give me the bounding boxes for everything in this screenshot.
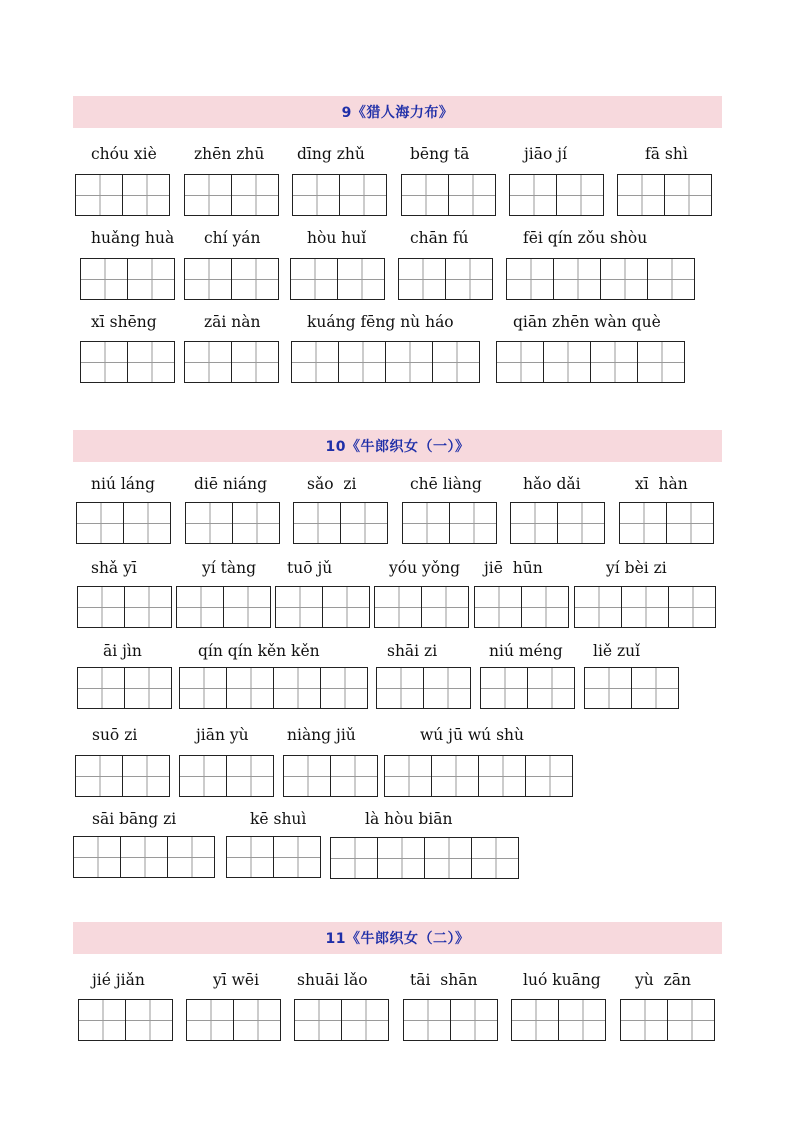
pinyin-label: yù zān (635, 971, 691, 989)
pinyin-label: wú jū wú shù (420, 726, 524, 744)
pinyin-label: niú láng (91, 475, 155, 493)
char-cell[interactable] (338, 341, 386, 383)
char-cell[interactable] (291, 341, 339, 383)
char-cell[interactable] (75, 755, 123, 797)
pinyin-label: sǎo zi (307, 475, 357, 493)
pinyin-label: tāi shān (410, 971, 478, 989)
char-cell[interactable] (232, 502, 280, 544)
char-cell[interactable] (273, 667, 321, 709)
char-cell[interactable] (330, 837, 378, 879)
char-cell[interactable] (511, 999, 559, 1041)
char-cell[interactable] (231, 341, 279, 383)
char-cell[interactable] (590, 341, 638, 383)
char-cell[interactable] (337, 258, 385, 300)
char-cell[interactable] (290, 258, 338, 300)
char-cell[interactable] (176, 586, 224, 628)
char-cell[interactable] (376, 667, 424, 709)
char-box-group[interactable] (374, 586, 469, 628)
pinyin-label: jiān yù (196, 726, 249, 744)
char-box-group[interactable] (619, 502, 714, 544)
char-cell[interactable] (340, 502, 388, 544)
char-box-group[interactable] (376, 667, 471, 709)
pinyin-label: qiān zhēn wàn què (513, 313, 661, 331)
pinyin-label: dīng zhǔ (297, 145, 365, 163)
char-cell[interactable] (647, 258, 695, 300)
char-box-group[interactable] (76, 502, 171, 544)
char-cell[interactable] (320, 667, 368, 709)
lesson-title: 10《牛郎织女（一）》 (325, 439, 470, 455)
char-cell[interactable] (385, 341, 433, 383)
pinyin-label: āi jìn (103, 642, 142, 660)
char-cell[interactable] (330, 755, 378, 797)
lesson-title: 9《猎人海力布》 (341, 105, 454, 121)
pinyin-label: fā shì (645, 145, 688, 163)
char-cell[interactable] (553, 258, 601, 300)
char-cell[interactable] (621, 586, 669, 628)
pinyin-label: xī hàn (635, 475, 688, 493)
char-cell[interactable] (283, 755, 331, 797)
pinyin-label: suō zi (92, 726, 138, 744)
char-box-group[interactable] (401, 174, 496, 216)
char-cell[interactable] (275, 586, 323, 628)
char-box-group[interactable] (73, 836, 215, 878)
pinyin-label: niú méng (489, 642, 563, 660)
char-cell[interactable] (600, 258, 648, 300)
char-cell[interactable] (122, 174, 170, 216)
char-cell[interactable] (432, 341, 480, 383)
char-cell[interactable] (341, 999, 389, 1041)
char-box-group[interactable] (292, 174, 387, 216)
pinyin-label: niàng jiǔ (287, 726, 356, 744)
char-box-group[interactable] (293, 502, 388, 544)
char-cell[interactable] (402, 502, 450, 544)
char-cell[interactable] (122, 755, 170, 797)
pinyin-label: huǎng huà (91, 229, 175, 247)
char-box-group[interactable] (509, 174, 604, 216)
char-cell[interactable] (471, 837, 519, 879)
pinyin-label: chí yán (204, 229, 261, 247)
char-cell[interactable] (185, 502, 233, 544)
char-cell[interactable] (231, 258, 279, 300)
char-cell[interactable] (667, 999, 715, 1041)
pinyin-label: luó kuāng (523, 971, 601, 989)
pinyin-label: jiē hūn (484, 559, 543, 577)
pinyin-label: liě zuǐ (593, 642, 641, 660)
pinyin-label: shuāi lǎo (297, 971, 368, 989)
pinyin-label: yóu yǒng (389, 559, 460, 577)
char-cell[interactable] (75, 174, 123, 216)
char-cell[interactable] (664, 174, 712, 216)
char-cell[interactable] (223, 586, 271, 628)
char-cell[interactable] (398, 258, 446, 300)
char-box-group[interactable] (80, 258, 175, 300)
pinyin-label: fēi qín zǒu shòu (523, 229, 648, 247)
char-cell[interactable] (124, 586, 172, 628)
char-box-group[interactable] (283, 755, 378, 797)
char-box-group[interactable] (506, 258, 695, 300)
char-cell[interactable] (448, 174, 496, 216)
char-box-group[interactable] (511, 999, 606, 1041)
char-cell[interactable] (127, 341, 175, 383)
char-box-group[interactable] (402, 502, 497, 544)
pinyin-label: chóu xiè (91, 145, 157, 163)
char-box-group[interactable] (184, 174, 279, 216)
pinyin-label: chē liàng (410, 475, 482, 493)
char-cell[interactable] (78, 999, 126, 1041)
char-cell[interactable] (431, 755, 479, 797)
char-box-group[interactable] (294, 999, 389, 1041)
char-cell[interactable] (77, 667, 125, 709)
char-cell[interactable] (423, 667, 471, 709)
pinyin-label: yí bèi zi (606, 559, 667, 577)
char-box-group[interactable] (226, 836, 321, 878)
char-cell[interactable] (294, 999, 342, 1041)
char-box-group[interactable] (77, 586, 172, 628)
char-cell[interactable] (377, 837, 425, 879)
pinyin-label: zhēn zhū (194, 145, 265, 163)
pinyin-label: jié jiǎn (92, 971, 145, 989)
char-box-group[interactable] (77, 667, 172, 709)
char-cell[interactable] (509, 174, 557, 216)
char-cell[interactable] (273, 836, 321, 878)
char-box-group[interactable] (403, 999, 498, 1041)
pinyin-label: sāi bāng zi (92, 810, 177, 828)
pinyin-label: chān fú (410, 229, 469, 247)
char-cell[interactable] (617, 174, 665, 216)
char-box-group[interactable] (290, 258, 385, 300)
char-cell[interactable] (73, 836, 121, 878)
char-cell[interactable] (558, 999, 606, 1041)
char-cell[interactable] (557, 502, 605, 544)
char-box-group[interactable] (78, 999, 173, 1041)
char-box-group[interactable] (80, 341, 175, 383)
char-cell[interactable] (474, 586, 522, 628)
char-box-group[interactable] (185, 502, 280, 544)
char-cell[interactable] (179, 755, 227, 797)
char-cell[interactable] (226, 755, 274, 797)
char-box-group[interactable] (474, 586, 569, 628)
pinyin-label: là hòu biān (365, 810, 453, 828)
char-cell[interactable] (527, 667, 575, 709)
pinyin-label: diē niáng (194, 475, 268, 493)
char-box-group[interactable] (480, 667, 575, 709)
pinyin-label: yī wēi (213, 971, 260, 989)
lesson-header-10 (73, 430, 722, 462)
char-box-group[interactable] (398, 258, 493, 300)
char-cell[interactable] (631, 667, 679, 709)
pinyin-label: hǎo dǎi (523, 475, 581, 493)
pinyin-label: bēng tā (410, 145, 470, 163)
char-box-group[interactable] (496, 341, 685, 383)
pinyin-label: hòu huǐ (307, 229, 367, 247)
char-cell[interactable] (184, 258, 232, 300)
char-cell[interactable] (666, 502, 714, 544)
char-cell[interactable] (521, 586, 569, 628)
pinyin-label: kuáng fēng nù háo (307, 313, 454, 331)
char-cell[interactable] (167, 836, 215, 878)
char-box-group[interactable] (184, 341, 279, 383)
pinyin-label: yí tàng (202, 559, 257, 577)
char-cell[interactable] (231, 174, 279, 216)
char-cell[interactable] (480, 667, 528, 709)
char-cell[interactable] (637, 341, 685, 383)
char-box-group[interactable] (184, 258, 279, 300)
char-cell[interactable] (322, 586, 370, 628)
char-cell[interactable] (510, 502, 558, 544)
char-cell[interactable] (556, 174, 604, 216)
char-box-group[interactable] (620, 999, 715, 1041)
char-cell[interactable] (668, 586, 716, 628)
pinyin-label: shāi zi (387, 642, 438, 660)
char-box-group[interactable] (291, 341, 480, 383)
char-cell[interactable] (401, 174, 449, 216)
char-cell[interactable] (543, 341, 591, 383)
char-cell[interactable] (226, 667, 274, 709)
char-box-group[interactable] (617, 174, 712, 216)
pinyin-label: shǎ yī (91, 559, 137, 577)
char-box-group[interactable] (574, 586, 716, 628)
char-cell[interactable] (421, 586, 469, 628)
char-box-group[interactable] (330, 837, 519, 879)
pinyin-label: zāi nàn (204, 313, 261, 331)
char-cell[interactable] (123, 502, 171, 544)
char-box-group[interactable] (510, 502, 605, 544)
lesson-header-9 (73, 96, 722, 128)
char-cell[interactable] (125, 999, 173, 1041)
pinyin-label: jiāo jí (524, 145, 568, 163)
char-cell[interactable] (76, 502, 124, 544)
char-cell[interactable] (292, 174, 340, 216)
char-cell[interactable] (80, 258, 128, 300)
char-box-group[interactable] (179, 755, 274, 797)
char-cell[interactable] (384, 755, 432, 797)
char-cell[interactable] (506, 258, 554, 300)
char-cell[interactable] (403, 999, 451, 1041)
char-cell[interactable] (496, 341, 544, 383)
pinyin-label: xī shēng (91, 313, 157, 331)
char-cell[interactable] (449, 502, 497, 544)
char-cell[interactable] (619, 502, 667, 544)
char-box-group[interactable] (275, 586, 370, 628)
char-cell[interactable] (339, 174, 387, 216)
lesson-header-11 (73, 922, 722, 954)
char-cell[interactable] (226, 836, 274, 878)
char-cell[interactable] (574, 586, 622, 628)
char-cell[interactable] (179, 667, 227, 709)
char-cell[interactable] (77, 586, 125, 628)
pinyin-label: tuō jǔ (287, 559, 333, 577)
char-cell[interactable] (374, 586, 422, 628)
pinyin-label: qín qín kěn kěn (198, 642, 320, 660)
char-box-group[interactable] (186, 999, 281, 1041)
char-cell[interactable] (184, 341, 232, 383)
char-cell[interactable] (525, 755, 573, 797)
char-box-group[interactable] (75, 174, 170, 216)
char-cell[interactable] (186, 999, 234, 1041)
lesson-title: 11《牛郎织女（二）》 (325, 931, 470, 947)
char-cell[interactable] (445, 258, 493, 300)
char-cell[interactable] (233, 999, 281, 1041)
char-box-group[interactable] (176, 586, 271, 628)
char-cell[interactable] (120, 836, 168, 878)
char-cell[interactable] (584, 667, 632, 709)
char-box-group[interactable] (179, 667, 368, 709)
char-box-group[interactable] (75, 755, 170, 797)
char-cell[interactable] (127, 258, 175, 300)
pinyin-label: kē shuì (250, 810, 307, 828)
char-cell[interactable] (478, 755, 526, 797)
char-cell[interactable] (450, 999, 498, 1041)
char-cell[interactable] (424, 837, 472, 879)
char-cell[interactable] (124, 667, 172, 709)
char-box-group[interactable] (384, 755, 573, 797)
char-cell[interactable] (293, 502, 341, 544)
char-cell[interactable] (80, 341, 128, 383)
char-cell[interactable] (184, 174, 232, 216)
char-cell[interactable] (620, 999, 668, 1041)
char-box-group[interactable] (584, 667, 679, 709)
